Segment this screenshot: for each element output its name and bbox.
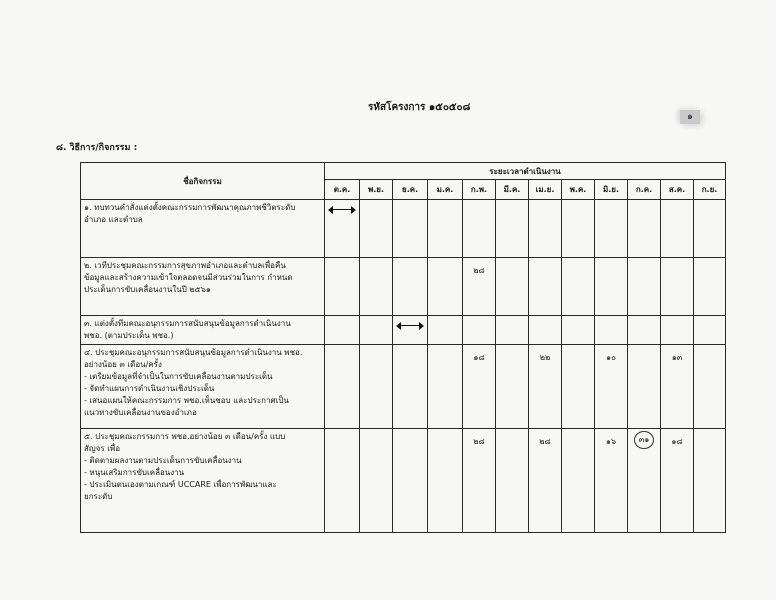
schedule-cell xyxy=(529,345,562,429)
table-row xyxy=(81,316,726,345)
schedule-cell xyxy=(325,258,360,316)
schedule-cell xyxy=(463,345,496,429)
schedule-cell xyxy=(529,429,562,533)
activity-cell: ๓. แต่งตั้งทีมคณะอนุกรรมการสนับสนุนข้อมูลการดำเนินงาน พชอ. (ตามประเด็น พชอ.) xyxy=(81,316,325,345)
month-header: มี.ค. xyxy=(496,180,529,200)
schedule-cell xyxy=(393,200,428,258)
schedule-date: ๒๘ xyxy=(473,266,485,275)
section-title: ๘. วิธีการ/กิจกรรม : xyxy=(56,143,138,153)
schedule-cell xyxy=(463,429,496,533)
schedule-cell xyxy=(595,200,628,258)
schedule-cell xyxy=(562,345,595,429)
schedule-cell xyxy=(661,316,694,345)
month-header: ธ.ค. xyxy=(393,180,428,200)
schedule-cell xyxy=(628,429,661,533)
schedule-cell xyxy=(595,429,628,533)
schedule-date: ๒๘ xyxy=(473,437,485,446)
schedule-cell xyxy=(496,316,529,345)
schedule-cell xyxy=(628,316,661,345)
schedule-date: ๑๓ xyxy=(671,353,683,362)
schedule-cell xyxy=(428,258,463,316)
month-header: เม.ย. xyxy=(529,180,562,200)
schedule-cell xyxy=(496,345,529,429)
schedule-cell xyxy=(496,258,529,316)
circled-date: ๓๑ xyxy=(634,431,654,449)
schedule-date: ๑๘ xyxy=(671,437,683,446)
schedule-cell xyxy=(360,429,393,533)
activity-cell: ๕. ประชุมคณะกรรมการ พชอ.อย่างน้อย ๓ เดือน/ครั้ง แบบ สัญจร เพื่อ - ติดตามผลงานตามประเด็นการขับเคลื่อนงาน - หนุนเสริมการขับเคลื่อนงาน - ประเมินตนเองตามเกณฑ์ UCCARE เพื่อการพัฒนาและ ยกระดับ xyxy=(81,429,325,533)
schedule-cell xyxy=(393,429,428,533)
month-header: พ.ค. xyxy=(562,180,595,200)
schedule-date: ๑๖ xyxy=(605,437,617,446)
schedule-cell xyxy=(393,258,428,316)
schedule-cell xyxy=(428,200,463,258)
table-row xyxy=(81,429,726,533)
schedule-cell xyxy=(562,429,595,533)
schedule-cell xyxy=(661,258,694,316)
schedule-date: ๑๘ xyxy=(473,353,485,362)
schedule-cell xyxy=(628,258,661,316)
schedule-date: ๑๐ xyxy=(606,353,616,362)
schedule-date: ๒๘ xyxy=(539,437,551,446)
schedule-cell xyxy=(496,429,529,533)
page-number: ๑ xyxy=(680,110,700,124)
schedule-cell xyxy=(463,316,496,345)
schedule-cell xyxy=(694,316,726,345)
month-header: ก.ค. xyxy=(628,180,661,200)
double-arrow-icon xyxy=(328,206,356,214)
schedule-cell xyxy=(595,345,628,429)
activity-cell: ๑. ทบทวนคำสั่งแต่งตั้งคณะกรรมการพัฒนาคุณภาพชีวิตระดับ อำเภอ และตำบล xyxy=(81,200,325,258)
schedule-cell xyxy=(628,345,661,429)
schedule-cell xyxy=(325,316,360,345)
schedule-cell xyxy=(325,429,360,533)
schedule-cell xyxy=(661,345,694,429)
schedule-cell xyxy=(694,258,726,316)
schedule-cell xyxy=(661,429,694,533)
schedule-cell xyxy=(393,316,428,345)
activity-cell: ๔. ประชุมคณะอนุกรรมการสนับสนุนข้อมูลการดำเนินงาน พชอ. อย่างน้อย ๓ เดือน/ครั้ง - เตรียมข้อมูลที่จำเป็นในการขับเคลื่อนงานตามประเด็น - จัดทำแผนการดำเนินงานเชิงประเด็น - เสนอแผนให้คณะกรรมการ พชอ.เห็นชอบ และประกาศเป็น แนวทางขับเคลื่อนงานของอำเภอ xyxy=(81,345,325,429)
schedule-cell xyxy=(529,200,562,258)
schedule-cell xyxy=(393,345,428,429)
month-header: พ.ย. xyxy=(360,180,393,200)
month-header: ก.ย. xyxy=(694,180,726,200)
schedule-cell xyxy=(694,345,726,429)
schedule-cell xyxy=(694,200,726,258)
activity-schedule-table xyxy=(80,162,726,533)
double-arrow-icon xyxy=(396,322,424,330)
month-header: ก.พ. xyxy=(463,180,496,200)
schedule-cell xyxy=(529,316,562,345)
schedule-cell xyxy=(463,258,496,316)
schedule-cell xyxy=(595,258,628,316)
schedule-cell xyxy=(428,429,463,533)
schedule-cell xyxy=(529,258,562,316)
schedule-cell xyxy=(360,316,393,345)
schedule-cell xyxy=(428,345,463,429)
schedule-cell xyxy=(463,200,496,258)
schedule-cell xyxy=(360,200,393,258)
table-body xyxy=(81,200,726,533)
schedule-cell xyxy=(325,345,360,429)
schedule-cell xyxy=(428,316,463,345)
activity-column-header: ชื่อกิจกรรม xyxy=(81,163,325,200)
activity-cell: ๒. เวทีประชุมคณะกรรมการสุขภาพอำเภอและตำบลเพื่อคืน ข้อมูลและสร้างความเข้าใจตลอดจนมีส่วนร่วมในการ กำหนด ประเด็นการขับเคลื่อนงานในปี ๒๕๖๑ xyxy=(81,258,325,316)
schedule-cell xyxy=(562,316,595,345)
table-row xyxy=(81,200,726,258)
month-header: ต.ค. xyxy=(325,180,360,200)
month-header: มิ.ย. xyxy=(595,180,628,200)
schedule-cell xyxy=(496,200,529,258)
table-row xyxy=(81,258,726,316)
schedule-cell xyxy=(694,429,726,533)
schedule-cell xyxy=(595,316,628,345)
schedule-cell xyxy=(325,200,360,258)
schedule-cell xyxy=(360,345,393,429)
schedule-cell xyxy=(562,200,595,258)
schedule-cell xyxy=(562,258,595,316)
month-header: ส.ค. xyxy=(661,180,694,200)
schedule-cell xyxy=(661,200,694,258)
period-column-header: ระยะเวลาดำเนินงาน xyxy=(325,163,726,180)
project-code: รหัสโครงการ ๑๕๐๕๐๘ xyxy=(368,102,471,113)
table-row xyxy=(81,345,726,429)
schedule-date: ๒๒ xyxy=(539,353,551,362)
month-header: ม.ค. xyxy=(428,180,463,200)
schedule-cell xyxy=(628,200,661,258)
schedule-cell xyxy=(360,258,393,316)
